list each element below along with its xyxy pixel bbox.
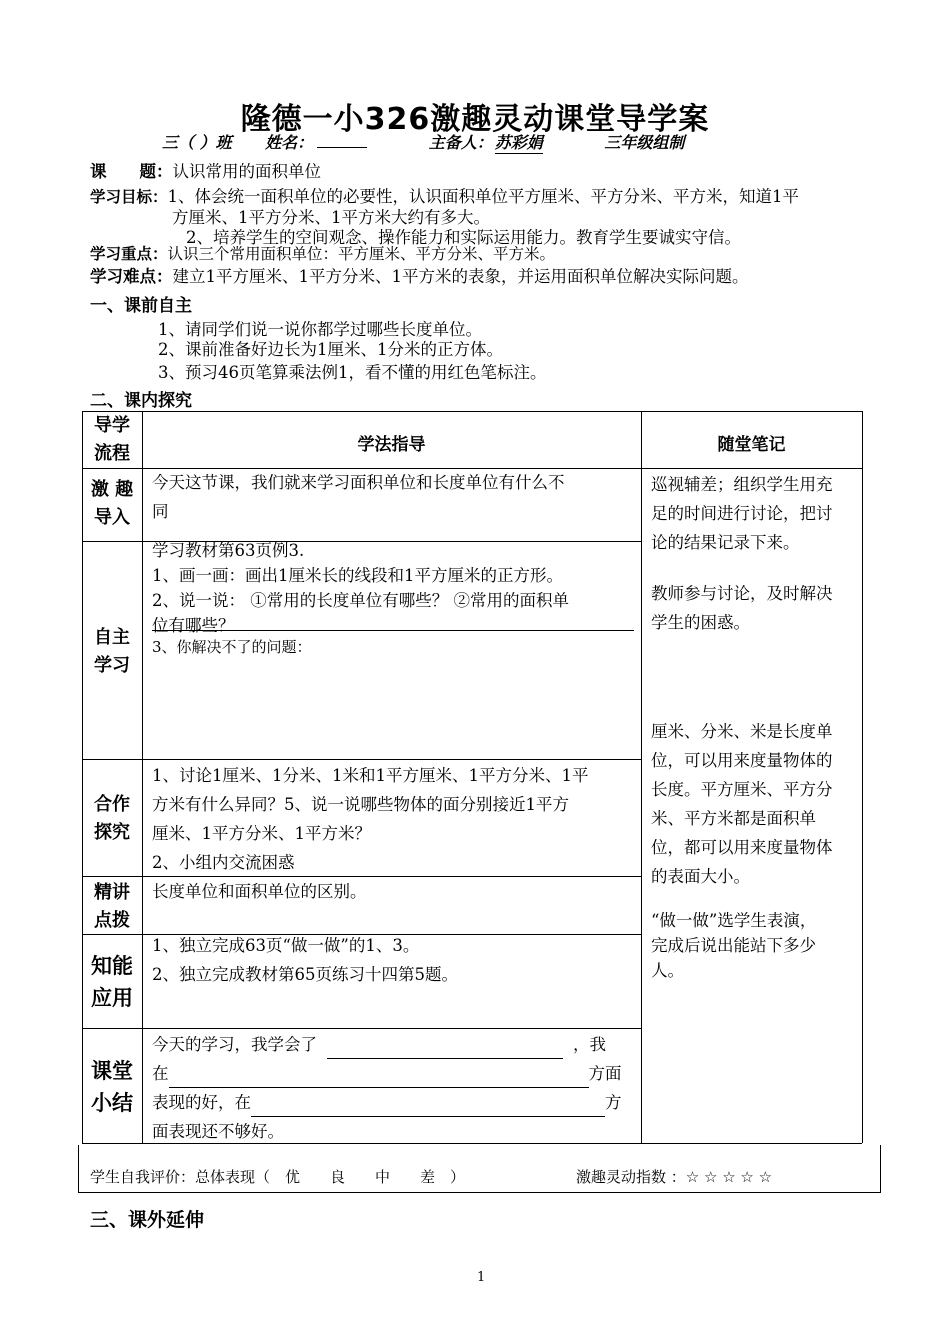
page-title: 隆德一小326激趣灵动课堂导学案 [240, 102, 710, 137]
stage-interest-intro [82, 476, 142, 532]
note-line: 完成后说出能站下多少 [651, 936, 816, 955]
content-line: 方米有什么异同？5、说一说哪些物体的面分别接近1平方 [152, 795, 569, 814]
table-rule [641, 411, 642, 1143]
col-header-flow-line2: 流程 [94, 443, 130, 464]
self-evaluation: 学生自我评价：总体表现（ 优 良 中 差 ） [90, 1168, 466, 1186]
preparer-name: 苏彩娟 [495, 130, 543, 154]
note-line: 厘米、分米、米是长度单 [651, 722, 833, 741]
notes-block-3 [651, 717, 859, 891]
summary-blank[interactable] [251, 1098, 605, 1117]
stage-application [82, 950, 142, 1014]
content-line: 2、小组内交流困惑 [152, 853, 295, 872]
note-line: 米、平方米都是面积单 [651, 809, 816, 828]
stage-label-line2: 导入 [94, 507, 130, 528]
table-rule [82, 411, 862, 412]
row-content-cooperative [152, 761, 638, 877]
key-label: 学习重点： [90, 245, 168, 263]
goal2: 2、培养学生的空间观念、操作能力和实际运用能力。教育学生要诚实守信。 [186, 228, 741, 247]
note-line: 学生的困惑。 [651, 613, 750, 632]
name-field [265, 130, 395, 153]
inclass-title: 二、课内探究 [90, 391, 192, 411]
preview-item-1: 1、请同学们说一说你都学过哪些长度单位。 [158, 320, 482, 339]
summary-blank[interactable] [327, 1040, 563, 1059]
goals-label: 学习目标： [90, 188, 168, 206]
row-content-explanation [152, 877, 638, 906]
name-label: 姓名： [265, 133, 314, 152]
note-line: 教师参与讨论，及时解决 [651, 584, 833, 603]
header-info-line [162, 130, 712, 154]
summary-line-1 [152, 1030, 638, 1059]
note-line: 论的结果记录下来。 [651, 533, 800, 552]
summary-text: 今天的学习，我学会了 [152, 1035, 317, 1054]
content-line: 1、独立完成63页“做一做”的1、3。 [152, 936, 420, 955]
preview-item-3: 3、预习46页笔算乘法例1，看不懂的用红色笔标注。 [158, 363, 547, 382]
note-line: 人。 [651, 961, 684, 980]
content-line: 今天这节课，我们就来学习面积单位和长度单位有什么不 [152, 473, 565, 492]
unsolved-question-label: 3、你解决不了的问题： [152, 638, 312, 656]
content-line: 1、讨论1厘米、1分米、1米和1平方厘米、1平方分米、1平 [152, 766, 589, 785]
note-line: “做一做”选学生表演， [651, 911, 817, 930]
class-label: 三（ ）班 [162, 133, 232, 152]
summary-text: 在 [152, 1064, 169, 1083]
content-line: 学习教材第63页例3. [152, 541, 305, 560]
stage-label-line1: 知能 [91, 954, 133, 978]
extension-title: 三、课外延伸 [90, 1209, 205, 1231]
preview-item-2: 2、课前准备好边长为1厘米、1分米的正方体。 [158, 340, 503, 359]
table-rule [82, 759, 642, 760]
note-line: 的表面大小。 [651, 867, 750, 886]
note-line: 长度。平方厘米、平方分 [651, 780, 833, 799]
stage-summary [82, 1055, 142, 1119]
difficult-text: 建立1平方厘米、1平方分米、1平方米的表象，并运用面积单位解决实际问题。 [172, 267, 749, 286]
key-text: 认识三个常用面积单位：平方厘米、平方分米、平方米。 [167, 245, 556, 263]
content-line: 1、画一画：画出1厘米长的线段和1平方厘米的正方形。 [152, 566, 563, 585]
page-number: 1 [477, 1270, 486, 1285]
preparer-label: 主备人： [428, 133, 493, 152]
goal1-line1: 1、体会统一面积单位的必要性，认识面积单位平方厘米、平方分米、平方米，知道1平 [167, 187, 800, 206]
summary-blank[interactable] [169, 1069, 589, 1088]
content-line: 位有哪些？ [152, 616, 235, 635]
notes-block-2 [651, 579, 859, 637]
group-label: 三年级组制 [604, 133, 685, 152]
self-study-divider [152, 630, 634, 631]
content-line: 厘米、1平方分米、1平方米？ [152, 824, 371, 843]
content-line: 2、说一说： ①常用的长度单位有哪些？ ②常用的面积单 [152, 591, 569, 610]
stage-label-line1: 激 趣 [90, 479, 134, 500]
table-rule [862, 411, 863, 1143]
stage-explanation [82, 879, 142, 935]
col-header-notes: 随堂笔记 [717, 435, 786, 455]
goal1-line2: 方厘米、1平方分米、1平方米大约有多大。 [172, 208, 490, 227]
difficult-row [90, 263, 749, 287]
content-line: 2、独立完成教材第65页练习十四第5题。 [152, 965, 458, 984]
notes-block-1 [651, 470, 859, 557]
preparer-field [429, 130, 571, 154]
stage-label-line1: 合作 [94, 794, 130, 815]
summary-line-4: 面表现还不够好。 [152, 1122, 284, 1141]
stage-cooperative [82, 791, 142, 847]
stage-label-line1: 自主 [94, 627, 130, 648]
stage-label-line2: 点拨 [94, 910, 130, 931]
summary-text: 方 [605, 1093, 622, 1112]
name-blank [317, 147, 367, 148]
note-line: 巡视辅差；组织学生用充 [651, 475, 833, 494]
content-line: 长度单位和面积单位的区别。 [152, 882, 367, 901]
notes-block-4 [651, 908, 859, 983]
key-row [90, 242, 555, 264]
row-content-summary [152, 1030, 638, 1146]
stage-label-line2: 学习 [94, 655, 130, 676]
content-line: 同 [152, 502, 169, 521]
row-content-application [152, 931, 638, 989]
col-header-guide: 学法指导 [357, 435, 426, 455]
stage-label-line2: 探究 [94, 822, 130, 843]
stage-label-line1: 课堂 [91, 1059, 133, 1083]
col-header-flow [82, 412, 142, 468]
table-rule [82, 1028, 642, 1029]
stage-label-line2: 小结 [91, 1091, 133, 1115]
preview-title: 一、课前自主 [90, 296, 192, 316]
difficult-label: 学习难点： [90, 267, 173, 286]
summary-text: 方面 [588, 1064, 622, 1083]
stage-self-study [82, 624, 142, 680]
row-content-intro [152, 468, 638, 526]
summary-line-2 [152, 1059, 638, 1088]
summary-line-3 [152, 1088, 638, 1117]
summary-text: 表现的好，在 [152, 1093, 251, 1112]
topic-label: 课 题： [90, 162, 173, 181]
topic-text: 认识常用的面积单位 [172, 162, 321, 181]
note-line: 位，可以用来度量物体的 [651, 751, 833, 770]
note-line: 位，都可以用来度量物体 [651, 838, 833, 857]
summary-text: ，我 [573, 1035, 606, 1054]
row-content-self-study [152, 538, 638, 638]
table-rule [142, 411, 143, 1143]
stage-label-line2: 应用 [91, 986, 133, 1010]
note-line: 足的时间进行讨论，把讨 [651, 504, 833, 523]
interest-index: 激趣灵动指数 ：☆ ☆ ☆ ☆ ☆ [576, 1168, 773, 1186]
topic-row [90, 158, 321, 182]
col-header-flow-line1: 导学 [94, 415, 130, 436]
stage-label-line1: 精讲 [94, 882, 130, 903]
